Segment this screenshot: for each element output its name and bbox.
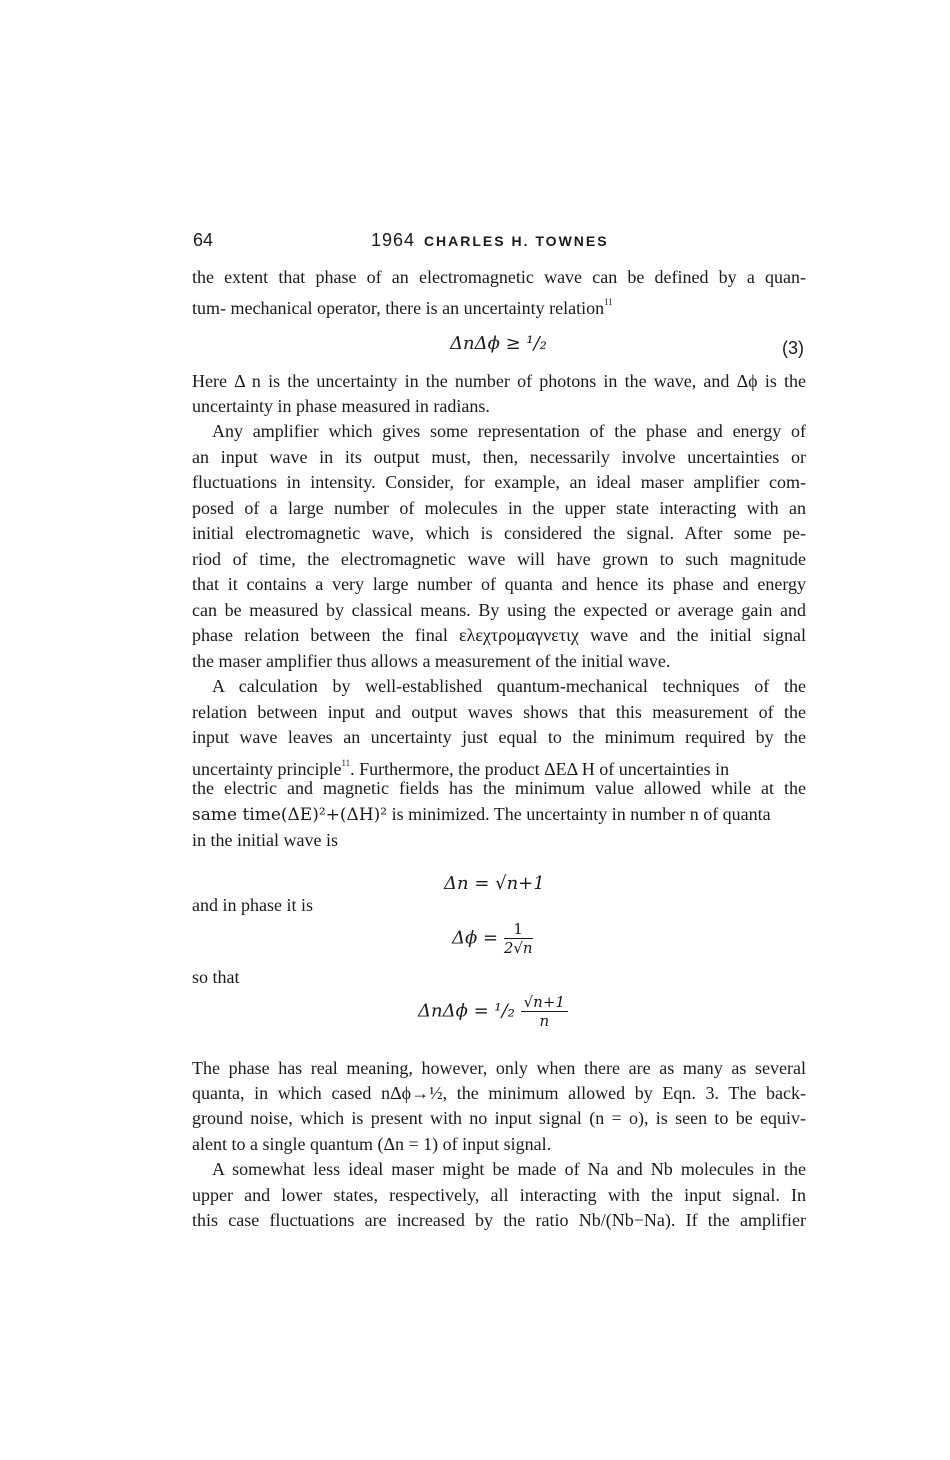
text-line: fluctuations in intensity. Consider, for example, an ideal maser amplifier com- [192, 472, 806, 492]
text-line: can be measured by classical means. By using the expected or average gain and [192, 600, 806, 620]
fraction [521, 993, 568, 1030]
running-header [193, 230, 805, 254]
equation-number: (3) [782, 338, 804, 358]
text-line: and in phase it is [192, 895, 313, 915]
text-line [192, 290, 806, 321]
text-line: an input wave in its output must, then, necessarily involve uncertainties or [192, 447, 806, 467]
inline-math: same time(ΔE)²+(ΔH)² [192, 805, 388, 825]
text-line: this case fluctuations are increased by the ratio Nb/(Nb−Na). If the amplifier [192, 1210, 806, 1230]
fraction-numerator: √n+1 [521, 993, 568, 1012]
text-line: the extent that phase of an electromagnetic wave can be defined by a quan- [192, 267, 806, 287]
text-line: relation between input and output waves shows that this measurement of the [192, 702, 806, 722]
text-line: riod of time, the electromagnetic wave will have grown to such magnitude [192, 549, 806, 569]
fraction-denominator: 2√n [503, 939, 533, 957]
text-line: the maser amplifier thus allows a measurement of the initial wave. [192, 651, 671, 671]
text-line: phase relation between the final ελεχτρομαγνετιχ wave and the initial signal [192, 625, 806, 645]
fraction-denominator: n [539, 1012, 550, 1030]
text-line: in the initial wave is [192, 830, 338, 850]
text-line: initial electromagnetic wave, which is considered the signal. After some pe- [192, 523, 806, 543]
math-lhs: Δϕ = [452, 927, 499, 949]
text-line: A calculation by well-established quantum-mechanical techniques of the [212, 676, 806, 696]
equation-3: ΔnΔϕ ≥ ¹/₂ [450, 333, 547, 354]
equation-delta-phi [452, 920, 533, 957]
text-line: The phase has real meaning, however, only when there are as many as several [192, 1058, 806, 1078]
text-span: is minimized. The uncertainty in number n of quanta [391, 804, 771, 824]
page-number: 64 [193, 230, 214, 250]
text-line: posed of a large number of molecules in the upper state interacting with an [192, 498, 806, 518]
footnote-ref: 11 [604, 297, 613, 307]
equation-delta-n: Δn = √n+1 [444, 873, 545, 894]
text-line: Any amplifier which gives some representation of the phase and energy of [212, 421, 806, 441]
text-span: tum- mechanical operator, there is an uncertainty relation [192, 298, 605, 318]
header-year: 1964 [371, 230, 416, 250]
footnote-ref: 11 [341, 758, 351, 768]
text-line: upper and lower states, respectively, all interacting with the input signal. In [192, 1185, 806, 1205]
text-line: that it contains a very large number of quanta and hence its phase and energy [192, 574, 806, 594]
text-line: ground noise, which is present with no input signal (n = o), is seen to be equiv- [192, 1108, 806, 1128]
text-span: uncertainty principle [192, 759, 342, 779]
text-line: Here Δ n is the uncertainty in the number of photons in the wave, and Δϕ is the [192, 371, 806, 391]
text-line: the electric and magnetic fields has the minimum value allowed while at the [192, 778, 806, 798]
text-line: A somewhat less ideal maser might be made of Na and Nb molecules in the [212, 1159, 806, 1179]
text-line: so that [192, 967, 240, 987]
text-line: uncertainty in phase measured in radians. [192, 396, 490, 416]
text-line [192, 802, 806, 828]
fraction [504, 920, 533, 957]
fraction-numerator: 1 [504, 920, 533, 939]
running-title [371, 230, 609, 251]
equation-product [418, 993, 568, 1030]
text-line: alent to a single quantum (Δn = 1) of input signal. [192, 1134, 552, 1154]
text-span: . Furthermore, the product ΔEΔ H of uncertainties in [350, 759, 730, 779]
header-author: CHARLES H. TOWNES [423, 233, 609, 249]
text-line: quanta, in which cased nΔϕ→½, the minimum allowed by Eqn. 3. The back- [192, 1083, 806, 1103]
text-line: input wave leaves an uncertainty just equal to the minimum required by the [192, 727, 806, 747]
math-lhs: ΔnΔϕ = ¹/₂ [418, 1000, 515, 1022]
